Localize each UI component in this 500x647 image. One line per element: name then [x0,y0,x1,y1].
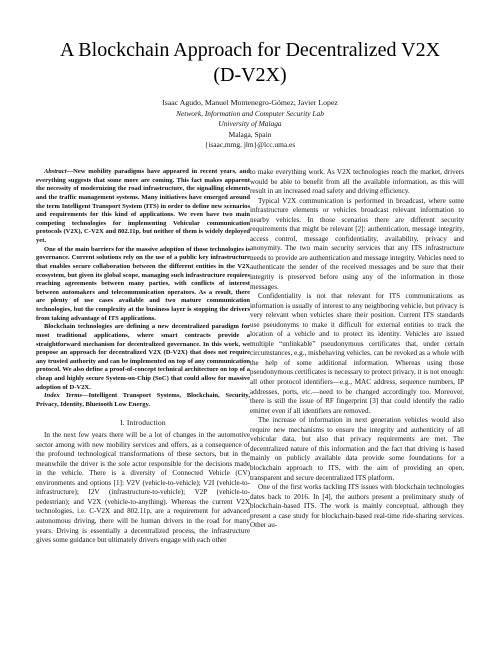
index-terms [36,392,250,409]
abstract-paragraph-3: Blockchain technologies are defining a new decentralized paradigm for most traditional applications, where smart contracts provide a straightforward mechanism for decentralized governance. In this work, we propose an approach for decentralized V2X (D-V2X) that does not require any trusted authority and can be implemented on top of any communication protocol. We also define a proof-of-concept technical architecture on top of a cheap and highly secure System-on-Chip (SoC) that could allow for massive adoption of D-V2X. [36,323,250,391]
paper-title [30,38,470,88]
intro-paragraph-1: In the next few years there will be a lot of changes in the automotive sector among with new mobility services and offers, as a consequence of the profound technological transformations of these sectors, but in the meanwhile the driver is the sole actor responsible for the decisions made in the vehicle. There is a diversity of Connected Vehicle (CV) environments and options [1]: V2V (vehicle-to-vehicle); V2I (vehicle-to-infrastructure); I2V (infrastructure-to-vehicle); V2P (vehicle-to-pedestrian); and V2X (vehicle-to-anything). Whereas the current V2X technologies, i.e. C-V2X and 802.11p, are a requirement for advanced autonomous driving, there will be human drivers in the road for many years. Driving is essentially a decentralized process, the infrastructure gives some guidance but ultimately drivers engage with each other [36,431,250,545]
left-column [36,168,250,546]
body-paragraph-2: Typical V2X communication is performed in broadcast, where some infrastructure elements or vehicles broadcast relevant information to nearby vehicles. In those scenarios there are different security requirements that might be relevant [2]: authentication, message integrity, access control, message confidentiality, availability, privacy and anonymity. The two main security services that any ITS infrastructure needs to provide are authentication and message integrity. Vehicles need to authenticate the sender of the received messages and be sure that their integrity is preserved before using any of the information in those messages. [250,196,464,291]
abstract-paragraph-2: One of the main barriers for the massive adoption of those technologies is governance. Current solutions rely on the use of a public key infrastructure that enables secure collaboration between the different entities in the V2X ecosystem, but given its global scope, managing such infrastructure requires reaching agreements between many parties, with conflicts of interest between automakers and telecommunication operators. As a result, there are plenty of use cases available and two mature communication technologies, but the complexity at the business layer is stopping the drivers from taking advantage of ITS applications. [36,245,250,322]
abstract-paragraph-1 [36,168,250,246]
author-email: {isaac,mmg, jlm}@lcc.uma.es [204,140,296,149]
abstract-lead: Abstract [44,168,67,175]
affiliation-lab: Network, Information and Computer Security Lab [176,108,324,118]
title-line-1: A Blockchain Approach for Decentralized V2X [59,39,441,61]
affiliation-university: University of Malaga [218,119,282,128]
abstract-text-1: —New mobility paradigms have appeared in recent years, and everything suggests that some more are coming. This fact makes apparent the necessity of modernizing the road infrastructure, the signalling elements and the traffic management systems. Many initiatives have emerged around the term Intelligent Transport System (ITS) in order to define new scenarios and requirements for this kind of applications. We even have two main competing technologies for implementing Vehicular communication protocols (V2X), C-V2X and 802.11p, but neither of them is widely deployed yet. [36,168,250,244]
body-paragraph-4: The increase of information in next generation vehicles would also require new mechanisms to ensure the integrity and authenticity of all vehicular data, but also that privacy requirements are met. The decentralized nature of this information and the fact that driving is based mainly on publicly available data provide some foundations for a blockchain approach to ITS, with the aim of providing an open, transparent and secure decentralized ITS platform. [250,416,464,482]
body-paragraph-3: Confidentiality is not that relevant for ITS communications as information is usually of interest to any neighboring vehicle, but privacy is very relevant when vehicles share their position. Current ITS standards use pseudonyms to make it difficult for external entities to track the location of a vehicle and to protect its identity. Vehicles are issued multiple “unlinkable” pseudonymous certificates that, under certain circumstances, e.g., misbehaving vehicles, can be revoked as a whole with the help of some additional information. Whereas using those pseudonymous certificates is necessary to protect privacy, it is not enough: all other protocol identifiers—e.g., MAC address, sequence numbers, IP addresses, ports, etc.—need to be changed accordingly too. Moreover, there is still the issue of RF fingerprint [3] that could identify the radio emitter even if all identifiers are removed. [250,292,464,415]
author-block [60,98,440,151]
index-terms-text: —Intelligent Transport Systems, Blockchain, Security, Privacy, Identity, Bluetooth Low Energy. [36,392,250,408]
author-location: Malaga, Spain [228,129,272,139]
index-terms-lead: Index Terms [44,392,82,400]
abstract [36,168,250,392]
section-heading-introduction: I. Introduction [120,417,166,427]
title-line-2: (D-V2X) [213,64,287,86]
body-paragraph-1: to make everything work. As V2X technologies reach the market, drivers would be able to benefit from all the available information, as this will result in an increased road safety and driving efficiency. [250,168,464,196]
author-names: Isaac Agudo, Manuel Montenegro-Gómez, Javier Lopez [162,98,338,107]
body-paragraph-5: One of the first works tackling ITS issues with blockchain technologies dates back to 2016. In [4], the authors present a preliminary study of blockchain-based ITS. The work is mainly conceptual, although they present a case study for blockchain-based real-time ride-sharing services. Other au- [250,483,464,530]
right-column [250,168,464,531]
